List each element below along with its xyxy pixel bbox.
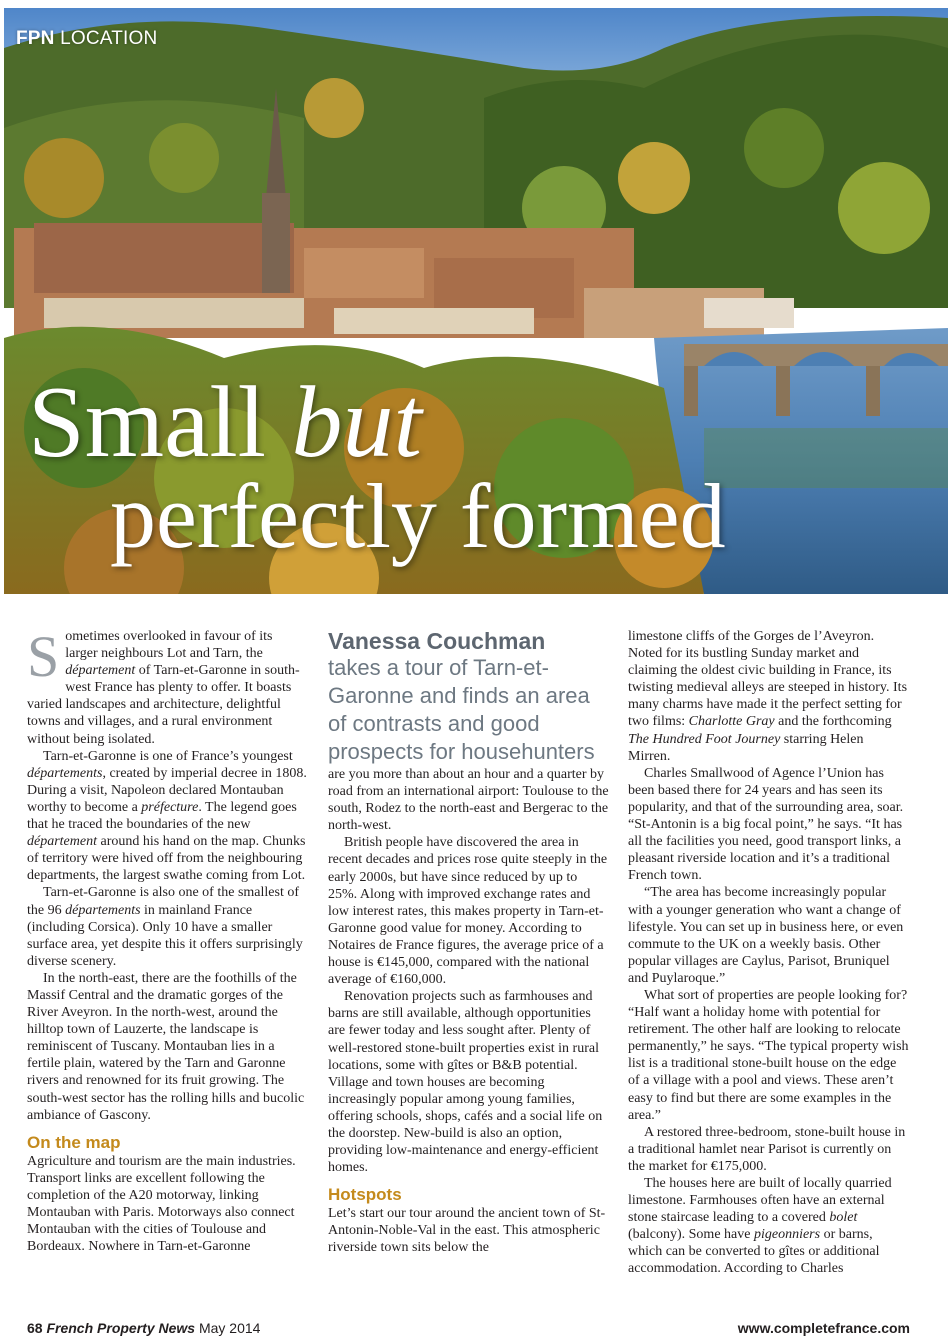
website-url[interactable]: www.completefrance.com [737, 1320, 910, 1336]
body-paragraph: Tarn-et-Garonne is one of France’s youngest départements, created by imperial decree in 1808. During a visit, Napoleon declared Montauban worthy to become a préfecture. The legend goes that he traced the boundaries of the new département around his hand on the map. Chunks of territory were hived off from the neighbouring departments, the largest swathe coming from Lot. [27, 748, 307, 884]
body-paragraph: British people have discovered the area in recent decades and prices rose quite steeply in the early 2000s, but have since reduced by up to 25%. Along with improved exchange rates and low interest rates, this makes property in Tarn-et-Garonne good value for money. According to Notaires de France figures, the average price of a house is €145,000, compared with the national average of €160,000. [328, 835, 608, 988]
article-column-1 [27, 624, 308, 1255]
body-paragraph: In the north-east, there are the foothills of the Massif Central and the dramatic gorges of the River Aveyron. In the north-west, around the hilltop town of Lauzerte, the landscape is reminiscent of Tuscany. Montauban lies in a fertile plain, watered by the Tarn and Garonne rivers and renowned for its fruit growing. The south-west sector has the rolling hills and bucolic ambiance of Gascony. [27, 970, 305, 1123]
author-name: Vanessa Couchman [328, 628, 546, 654]
subhead-hotspots: Hotspots [328, 1185, 402, 1205]
standfirst: takes a tour of Tarn-et-Garonne and finds an area of contrasts and good prospects for househunters [328, 655, 595, 764]
page-number: 68 [27, 1320, 43, 1336]
section-tag-label: LOCATION [60, 28, 158, 49]
body-paragraph: are you more than about an hour and a quarter by road from an international airport: Toulouse to the south, Rodez to the north-east and Bergerac to the north-west. [328, 767, 609, 834]
magazine-title: French Property News [46, 1320, 196, 1336]
body-paragraph: Tarn-et-Garonne is also one of the smallest of the 96 départements in mainland France (including Corsica). Only 10 have a smaller surface area, yet despite this it offers surprisingly diverse scenery. [27, 885, 303, 969]
body-paragraph: The houses here are built of locally quarried limestone. Farmhouses often have an external stone staircase leading to a covered bolet (balcony). Some have pigeonniers or barns, which can be converted to gîtes or additional accommodation. According to Charles [628, 1176, 892, 1277]
body-paragraph: “The area has become increasingly popular with a younger generation who want a change of lifestyle. You can set up in business here, or even commute to the UK on a weekly basis. Other popular villages are Caylus, Parisot, Bruniquel and Puylaroque.” [628, 885, 904, 986]
body-paragraph: A restored three-bedroom, stone-built house in a traditional hamlet near Parisot is currently on the market for €175,000. [628, 1124, 906, 1174]
subhead-on-the-map: On the map [27, 1132, 121, 1152]
body-paragraph: Let’s start our tour around the ancient town of St-Antonin-Noble-Val in the east. This atmospheric riverside town sits below the [328, 1206, 606, 1256]
headline-word-small: Small [28, 366, 267, 479]
article-column-2 [328, 628, 609, 1257]
drop-cap: S [27, 624, 60, 689]
section-tag [16, 28, 157, 50]
body-paragraph: Renovation projects such as farmhouses and barns are still available, although opportunities are fewer today and less sought after. Plenty of well-restored stone-built properties exist in rural locations, some with gîtes or B&B potential. Village and town houses are becoming increasingly popular among young families, offering schools, shops, cafés and a social life on the doorstep. New-build is also an option, providing low-maintenance and energy-efficient homes. [328, 989, 603, 1176]
body-paragraph: Agriculture and tourism are the main industries. Transport links are excellent following the completion of the A20 motorway, linking Montauban with Paris. Motorways also connect Montauban with the cities of Toulouse and Bordeaux. Nowhere in Tarn-et-Garonne [27, 1153, 296, 1255]
body-paragraph: limestone cliffs of the Gorges de l’Aveyron. Noted for its bustling Sunday market and claiming the oldest civic building in France, its twisting medieval alleys are steeped in history. Its many charms have made it the perfect setting for two films: Charlotte Gray and the forthcoming The Hundred Foot Journey starring Helen Mirren. [628, 629, 908, 764]
headline-word-but: but [291, 366, 422, 479]
hero-photo [4, 8, 948, 594]
article-column-3 [628, 628, 909, 1278]
section-tag-brand: FPN [16, 28, 55, 49]
body-paragraph: Charles Smallwood of Agence l’Union has been based there for 24 years and has seen its popularity, and that of the surrounding area, soar. “St-Antonin is a big focal point,” he says. “It has all the facilities you need, good transport links, a pleasant riverside location and it’s a traditional French town. [628, 765, 904, 884]
headline-line-1 [28, 366, 422, 479]
issue-date: May 2014 [198, 1320, 261, 1336]
intro-paragraph: Sometimes overlooked in favour of its larger neighbours Lot and Tarn, the département of Tarn-et-Garonne in south-west France has plenty to offer. It boasts varied landscapes and architecture, delightful towns and villages, and a rural environment without being isolated. [27, 624, 300, 747]
headline-line-2: perfectly formed [110, 465, 726, 567]
body-paragraph: What sort of properties are people looking for? “Half want a holiday home with potential for retirement. The other half are looking to relocate permanently,” he says. “The typical property wish list is a traditional stone-built house on the edge of a village with a pool and views. These aren’t easy to find but there are some examples in the area.” [628, 987, 909, 1123]
